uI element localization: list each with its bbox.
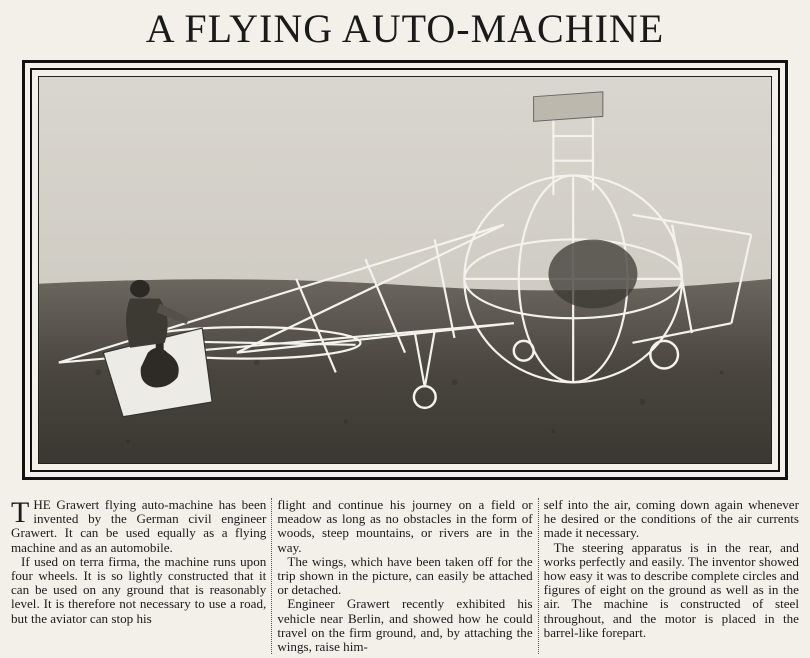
mast-pennant	[534, 92, 603, 122]
flying-machine-illustration	[39, 77, 771, 463]
paragraph-text: HE Grawert flying auto-machine has been invented by the German civil engineer Grawert. It can be used equally as a flying machine and as an automobile.	[11, 498, 267, 555]
flying-machine-photo	[38, 76, 772, 464]
paragraph: The wings, which have been taken off for the trip shown in the picture, can easily be attached or detached.	[277, 553, 533, 598]
paragraph	[11, 498, 266, 555]
motor-block	[548, 239, 637, 308]
paragraph: flight and continue his journey on a field or meadow as long as no obstacles in the form of woods, steep mountains, or rivers are in the way.	[277, 498, 533, 555]
article-column-1	[6, 498, 271, 654]
headline: A FLYING AUTO-MACHINE	[145, 6, 665, 51]
photo-frame	[22, 60, 788, 480]
photo-frame-inner	[30, 68, 780, 472]
article-column-2	[271, 498, 537, 654]
article-body	[6, 498, 804, 654]
paragraph: Engineer Grawert recently exhibited his vehicle near Berlin, and showed how he could travel on the firm ground, and, by attaching the wings, raise him-	[277, 596, 533, 654]
paragraph: If used on terra firma, the machine runs upon four wheels. It is so lightly constructed that it can be used on any ground that is reasonably level. It is therefore not necessary to use a road, but the aviator can stop his	[11, 553, 267, 626]
article-column-3	[538, 498, 804, 654]
paragraph: The steering apparatus is in the rear, and works perfectly and easily. The inventor showed how easy it was to describe complete circles and figures of eight on the ground as well as in the air. The machine is constructed of steel throughout, and the motor is placed in the barrel-like forepart.	[543, 539, 799, 640]
drop-cap: T	[11, 498, 30, 529]
paragraph: self into the air, coming down again whenever he desired or the conditions of the air currents made it necessary.	[543, 498, 799, 541]
